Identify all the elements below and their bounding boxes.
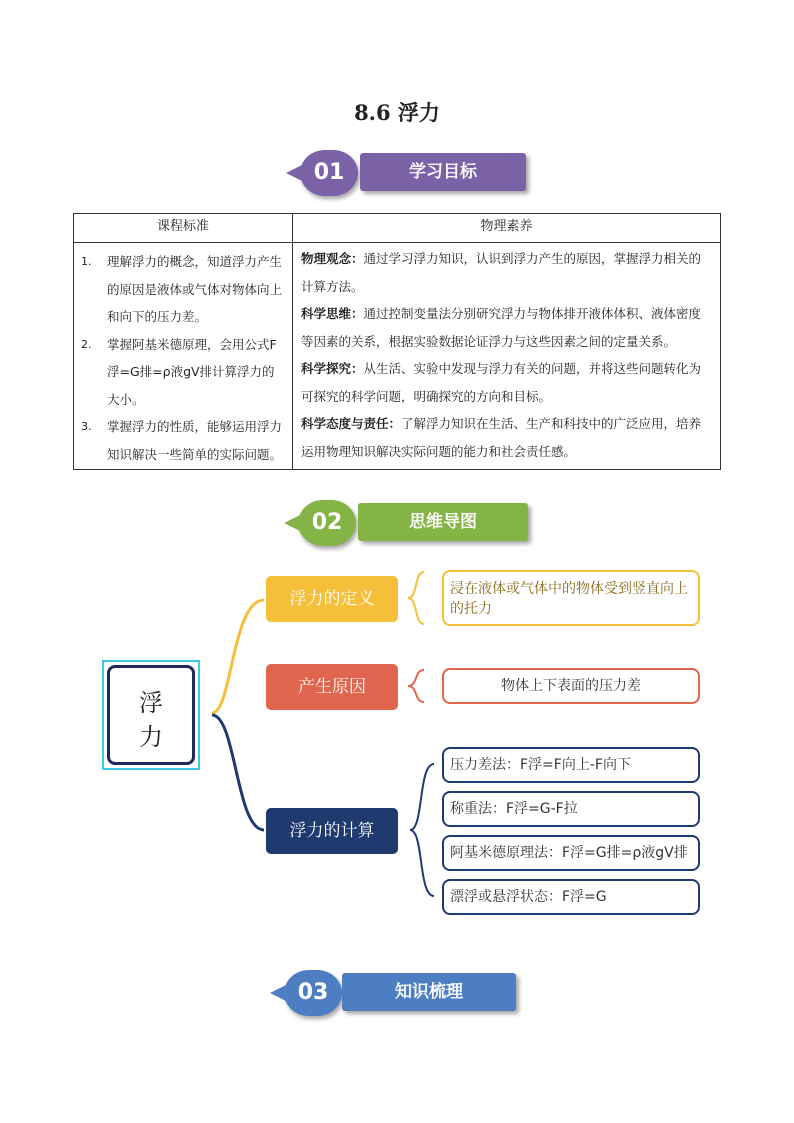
leaf-cause: 物体上下表面的压力差 — [442, 668, 700, 704]
section-label: 思维导图 — [358, 503, 528, 541]
header-standards: 课程标准 — [74, 214, 293, 243]
standard-item: 1. 理解浮力的概念，知道浮力产生的原因是液体或气体对物体向上和向下的压力差。 — [81, 254, 283, 324]
literacy-item: 科学思维：通过控制变量法分别研究浮力与物体排开液体体积、液体密度等因素的关系，根据实验数据论证浮力与这些因素之间的定量关系。 — [301, 306, 702, 349]
section-header-knowledge — [284, 970, 524, 1016]
section-number: 01 — [300, 150, 358, 196]
section-label: 知识梳理 — [342, 973, 516, 1011]
literacy-item: 科学态度与责任：了解浮力知识在生活、生产和科技中的广泛应用，培养运用物理知识解决实际问题的能力和社会责任感。 — [301, 416, 702, 459]
section-number: 02 — [298, 500, 356, 546]
leaf-definition: 浸在液体或气体中的物体受到竖直向上的托力 — [442, 570, 700, 626]
branch-calculation: 浮力的计算 — [266, 808, 398, 854]
literacy-item: 物理观念：通过学习浮力知识，认识到浮力产生的原因，掌握浮力相关的计算方法。 — [301, 251, 702, 294]
literacy-item: 科学探究：从生活、实验中发现与浮力有关的问题，并将这些问题转化为可探究的科学问题，明确探究的方向和目标。 — [301, 361, 702, 404]
leaf-calc-archimedes: 阿基米德原理法：F浮=G排=ρ液gV排 — [442, 835, 700, 871]
leaf-calc-pressure: 压力差法：F浮=F向上-F向下 — [442, 747, 700, 783]
branch-cause: 产生原因 — [266, 664, 398, 710]
leaf-calc-floating: 漂浮或悬浮状态：F浮=G — [442, 879, 700, 915]
standard-item: 3. 掌握浮力的性质，能够运用浮力知识解决一些简单的实际问题。 — [81, 419, 283, 462]
mindmap-root: 浮 力 — [102, 660, 200, 770]
leaf-calc-weighing: 称重法：F浮=G-F拉 — [442, 791, 700, 827]
branch-definition: 浮力的定义 — [266, 576, 398, 622]
section-number: 03 — [284, 970, 342, 1016]
header-literacy: 物理素养 — [293, 214, 721, 243]
standard-item: 2. 掌握阿基米德原理，会用公式F浮=G排=ρ液gV排计算浮力的大小。 — [81, 336, 277, 407]
section-label: 学习目标 — [360, 153, 526, 191]
page-title: 8.6 浮力 — [354, 100, 440, 125]
